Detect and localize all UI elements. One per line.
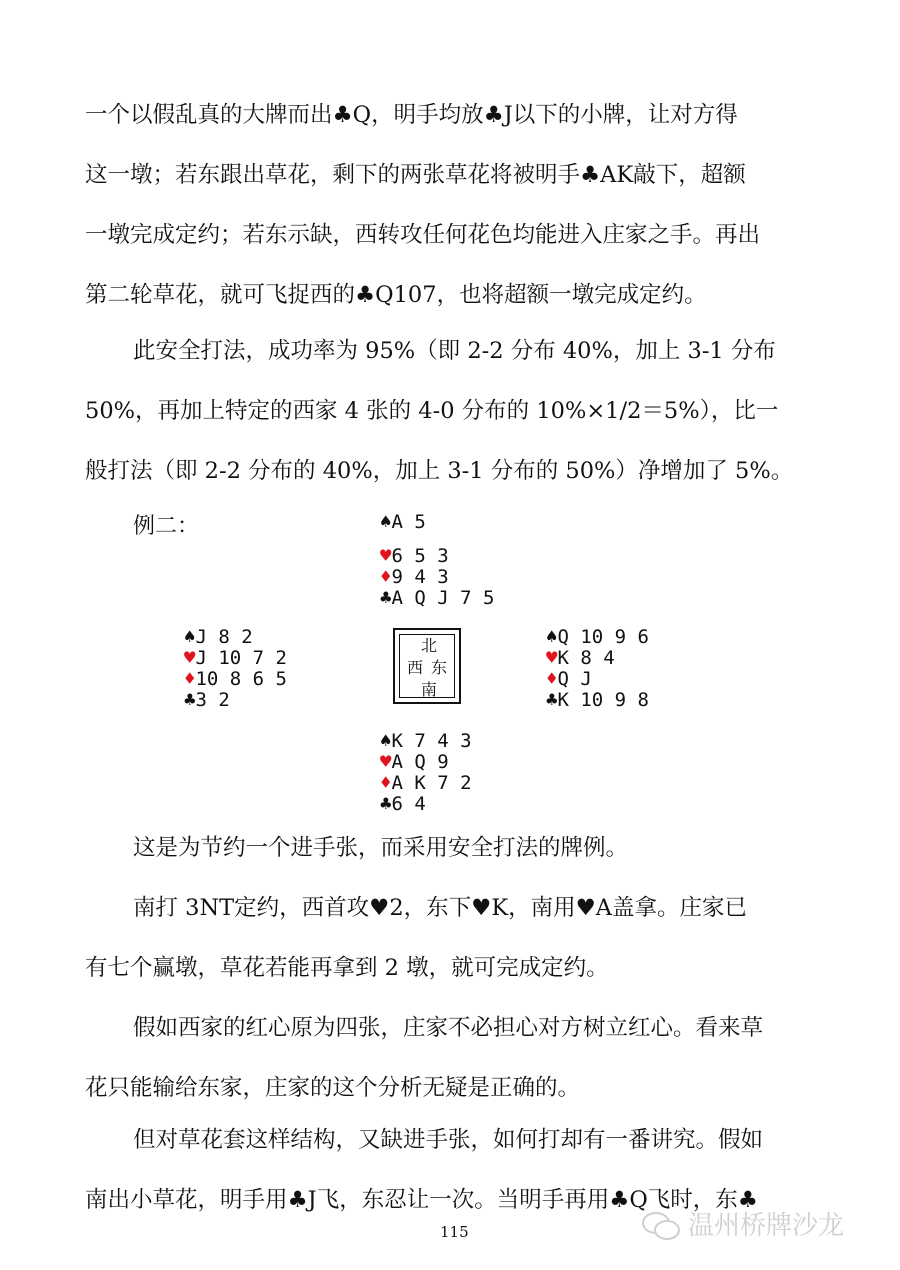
text-line: 有七个赢墩，草花若能再拿到 2 墩，就可完成定约。	[85, 955, 609, 981]
club-icon: ♣	[184, 689, 196, 711]
text-line: 此安全打法，成功率为 95%（即 2-2 分布 40%，加上 3-1 分布	[133, 338, 776, 364]
south-hearts: ♥A Q 9	[380, 751, 449, 773]
north-clubs: ♣A Q J 7 5	[380, 587, 495, 609]
west-clubs: ♣3 2	[184, 689, 230, 711]
compass-west: 西	[407, 658, 424, 677]
north-diamonds: ♦9 4 3	[380, 566, 449, 588]
east-hearts: ♥K 8 4	[546, 647, 615, 669]
text-line: 南打 3NT定约，西首攻♥2，东下♥K，南用♥A盖拿。庄家已	[133, 895, 748, 921]
compass-south: 南	[421, 680, 438, 699]
paragraph-3	[85, 818, 825, 878]
east-diamonds: ♦Q J	[546, 668, 592, 690]
heart-icon: ♥	[380, 751, 392, 773]
text-line: 这一墩；若东跟出草花，剩下的两张草花将被明手♣AK敲下，超额	[85, 162, 746, 188]
text-line: 假如西家的红心原为四张，庄家不必担心对方树立红心。看来草	[133, 1015, 764, 1041]
heart-icon: ♥	[184, 647, 196, 669]
paragraph-4	[85, 878, 825, 998]
paragraph-5	[85, 998, 825, 1118]
wechat-icon	[640, 1208, 680, 1240]
watermark-text: 温州桥牌沙龙	[688, 1211, 845, 1241]
text-line: 50%，再加上特定的西家 4 张的 4-0 分布的 10%×1/2＝5%），比一	[85, 398, 779, 424]
diamond-icon: ♦	[380, 566, 392, 588]
spade-icon: ♠	[380, 730, 392, 752]
spade-icon: ♠	[546, 626, 558, 648]
east-hand	[546, 627, 649, 711]
compass-box	[393, 628, 461, 704]
west-hand	[184, 627, 287, 711]
west-diamonds: ♦10 8 6 5	[184, 668, 287, 690]
club-icon: ♣	[546, 689, 558, 711]
north-spades: ♠A 5	[380, 511, 426, 533]
heart-icon: ♥	[546, 647, 558, 669]
compass-east: 东	[431, 658, 448, 677]
west-spades: ♠J 8 2	[184, 626, 253, 648]
example-label: 例二：	[133, 514, 200, 539]
south-spades: ♠K 7 4 3	[380, 730, 472, 752]
club-icon: ♣	[380, 587, 392, 609]
text-line: 般打法（即 2-2 分布的 40%，加上 3-1 分布的 50%）净增加了 5%。	[85, 458, 794, 484]
paragraph-1	[85, 85, 825, 325]
text-line: 南出小草花，明手用♣J飞，东忍让一次。当明手再用♣Q飞时，东♣	[85, 1187, 758, 1213]
diamond-icon: ♦	[546, 668, 558, 690]
south-clubs: ♣6 4	[380, 793, 426, 815]
compass-north: 北	[421, 636, 438, 655]
club-icon: ♣	[380, 793, 392, 815]
text-line: 一个以假乱真的大牌而出♣Q，明手均放♣J以下的小牌，让对方得	[85, 102, 738, 128]
east-clubs: ♣K 10 9 8	[546, 689, 649, 711]
east-spades: ♠Q 10 9 6	[546, 626, 649, 648]
west-hearts: ♥J 10 7 2	[184, 647, 287, 669]
text-line: 花只能输给东家，庄家的这个分析无疑是正确的。	[85, 1075, 581, 1101]
diamond-icon: ♦	[184, 668, 196, 690]
south-hand	[380, 731, 472, 815]
paragraph-2	[85, 321, 825, 501]
spade-icon: ♠	[184, 626, 196, 648]
text-line: 一墩完成定约；若东示缺，西转攻任何花色均能进入庄家之手。再出	[85, 222, 761, 248]
spade-icon: ♠	[380, 511, 392, 533]
page-number: 115	[440, 1223, 469, 1241]
north-hearts: ♥6 5 3	[380, 545, 449, 567]
watermark	[640, 1205, 844, 1242]
text-line: 第二轮草花，就可飞捉西的♣Q107，也将超额一墩完成定约。	[85, 282, 707, 308]
text-line: 但对草花套这样结构，又缺进手张，如何打却有一番讲究。假如	[133, 1127, 764, 1153]
south-diamonds: ♦A K 7 2	[380, 772, 472, 794]
diamond-icon: ♦	[380, 772, 392, 794]
heart-icon: ♥	[380, 545, 392, 567]
text-line: 这是为节约一个进手张，而采用安全打法的牌例。	[133, 835, 629, 861]
north-hand	[380, 512, 494, 609]
